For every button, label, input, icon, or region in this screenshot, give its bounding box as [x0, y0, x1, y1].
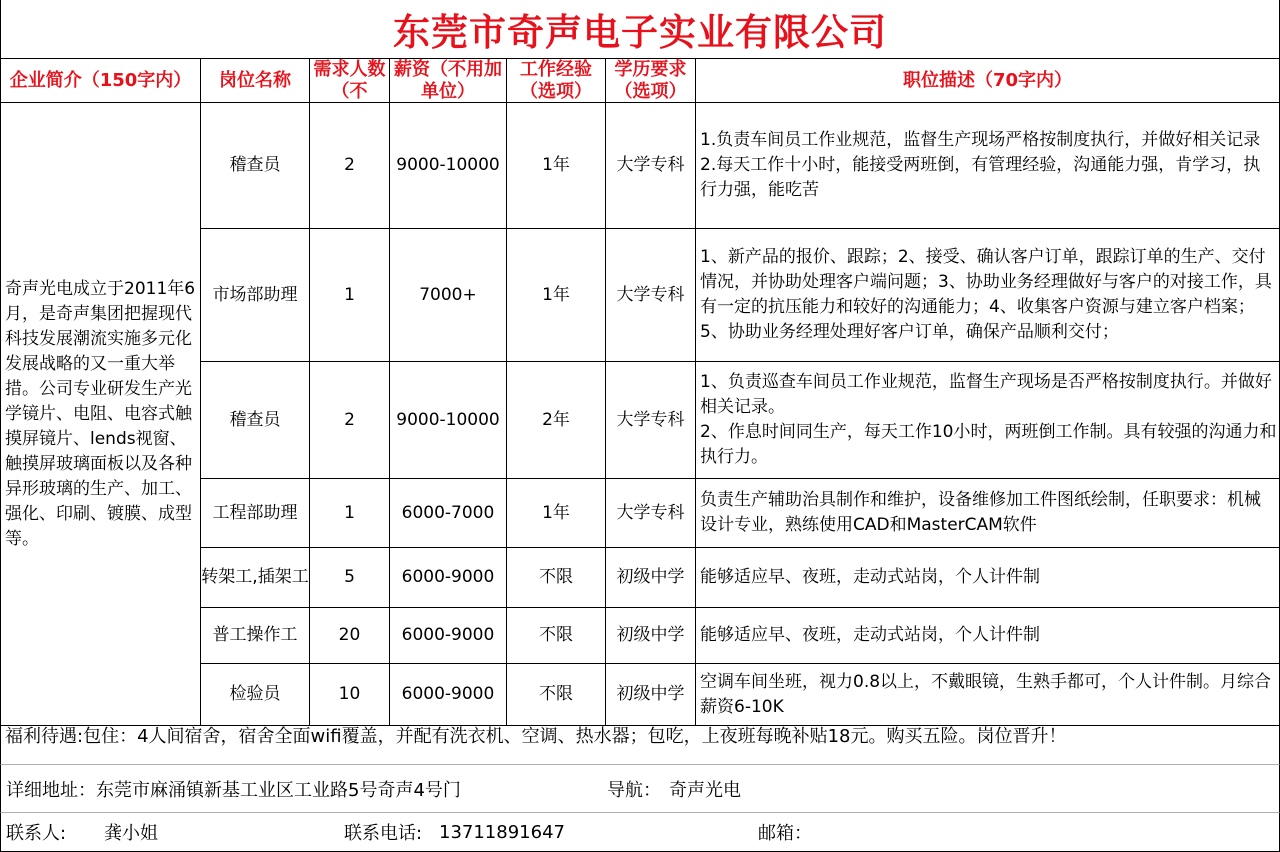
job-count: 1	[310, 479, 390, 548]
job-position: 市场部助理	[201, 229, 310, 362]
job-experience: 2年	[507, 362, 606, 479]
job-salary: 9000-10000	[390, 362, 507, 479]
description-line: 1、新产品的报价、跟踪；2、接受、确认客户订单，跟踪订单的生产、交付情况，并协助处理客户端问题；3、协助业务经理做好与客户的对接工作，具有一定的抗压能力和较好的沟通能力；4、收集客户资源与建立客户档案；5、协助业务经理处理好客户订单，确保产品顺利交付；	[700, 247, 1272, 342]
phone-value: 13711891647	[439, 821, 565, 843]
description-line: 能够适应早、夜班，走动式站岗，个人计件制	[700, 567, 1040, 587]
header-salary: 薪资（不用加单位）	[390, 59, 507, 103]
job-position: 稽查员	[201, 362, 310, 479]
header-description: 职位描述（70字内）	[696, 59, 1280, 103]
header-education: 学历要求（选项）	[606, 59, 696, 103]
job-position: 稽查员	[201, 103, 310, 229]
contact-value: 龚小姐	[104, 823, 158, 844]
header-row	[1, 59, 1280, 103]
header-count: 需求人数（不	[310, 59, 390, 103]
company-title: 东莞市奇声电子实业有限公司	[0, 0, 1280, 58]
address-value: 东莞市麻涌镇新基工业区工业路5号奇声4号门	[96, 779, 461, 801]
job-count: 5	[310, 548, 390, 608]
job-experience: 1年	[507, 479, 606, 548]
contact-row	[0, 812, 1280, 852]
description-line: 2、作息时间同生产，每天工作10小时，两班倒工作制。具有较强的沟通力和执行力。	[700, 422, 1277, 467]
job-education: 初级中学	[606, 548, 696, 608]
job-count: 2	[310, 362, 390, 479]
job-table	[0, 58, 1280, 726]
address-label: 详细地址：	[6, 779, 96, 801]
job-salary: 6000-9000	[390, 664, 507, 726]
description-line: 负责生产辅助治具制作和维护，设备维修加工件图纸绘制，任职要求：机械设计专业，熟练使用CAD和MasterCAM软件	[700, 490, 1261, 535]
nav-value: 奇声光电	[669, 779, 741, 801]
job-description	[696, 229, 1280, 362]
job-description	[696, 362, 1280, 479]
job-salary: 7000+	[390, 229, 507, 362]
job-description	[696, 548, 1280, 608]
header-intro: 企业简介（150字内）	[1, 59, 201, 103]
nav-label: 导航：	[607, 779, 661, 801]
job-count: 1	[310, 229, 390, 362]
job-experience: 1年	[507, 103, 606, 229]
job-salary: 6000-9000	[390, 608, 507, 664]
phone-label: 联系电话:	[344, 823, 423, 844]
job-description	[696, 103, 1280, 229]
job-position: 检验员	[201, 664, 310, 726]
welfare-text: 福利待遇:包住：4人间宿舍，宿舍全面wifi覆盖，并配有洗衣机、空调、热水器；包吃，上夜班每晚补贴18元。购买五险。岗位晋升！	[0, 722, 1280, 764]
job-education: 大学专科	[606, 479, 696, 548]
description-line: 1、负责巡查车间员工作业规范，监督生产现场是否严格按制度执行。并做好相关记录。	[700, 372, 1272, 417]
header-position: 岗位名称	[201, 59, 310, 103]
job-position: 工程部助理	[201, 479, 310, 548]
description-line: 空调车间坐班，视力0.8以上，不戴眼镜，生熟手都可，个人计件制。月综合薪资6-10K	[700, 671, 1272, 717]
job-description	[696, 479, 1280, 548]
description-line: 1.负责车间员工作业规范，监督生产现场严格按制度执行，并做好相关记录	[700, 130, 1261, 150]
job-education: 大学专科	[606, 229, 696, 362]
job-education: 大学专科	[606, 362, 696, 479]
address-row	[0, 764, 1280, 812]
job-experience: 不限	[507, 664, 606, 726]
job-count: 2	[310, 103, 390, 229]
job-education: 初级中学	[606, 608, 696, 664]
job-description	[696, 608, 1280, 664]
job-education: 初级中学	[606, 664, 696, 726]
description-line: 2.每天工作十小时，能接受两班倒，有管理经验，沟通能力强，肯学习，执行力强，能吃苦	[700, 155, 1261, 200]
job-salary: 6000-7000	[390, 479, 507, 548]
table-row	[1, 103, 1280, 229]
job-position: 普工操作工	[201, 608, 310, 664]
job-experience: 不限	[507, 548, 606, 608]
job-position: 转架工,插架工	[201, 548, 310, 608]
contact-label: 联系人:	[6, 823, 67, 844]
job-count: 10	[310, 664, 390, 726]
email-label: 邮箱：	[758, 823, 812, 844]
company-intro: 奇声光电成立于2011年6月，是奇声集团把握现代科技发展潮流实施多元化发展战略的又一重大举措。公司专业研发生产光学镜片、电阻、电容式触摸屏镜片、lends视窗、触摸屏玻璃面板以及各种异形玻璃的生产、加工、强化、印刷、镀膜、成型等。	[1, 103, 201, 726]
job-experience: 1年	[507, 229, 606, 362]
job-education: 大学专科	[606, 103, 696, 229]
job-salary: 6000-9000	[390, 548, 507, 608]
description-line: 能够适应早、夜班，走动式站岗，个人计件制	[700, 625, 1040, 645]
header-experience: 工作经验（选项）	[507, 59, 606, 103]
job-description	[696, 664, 1280, 726]
job-salary: 9000-10000	[390, 103, 507, 229]
job-count: 20	[310, 608, 390, 664]
job-experience: 不限	[507, 608, 606, 664]
